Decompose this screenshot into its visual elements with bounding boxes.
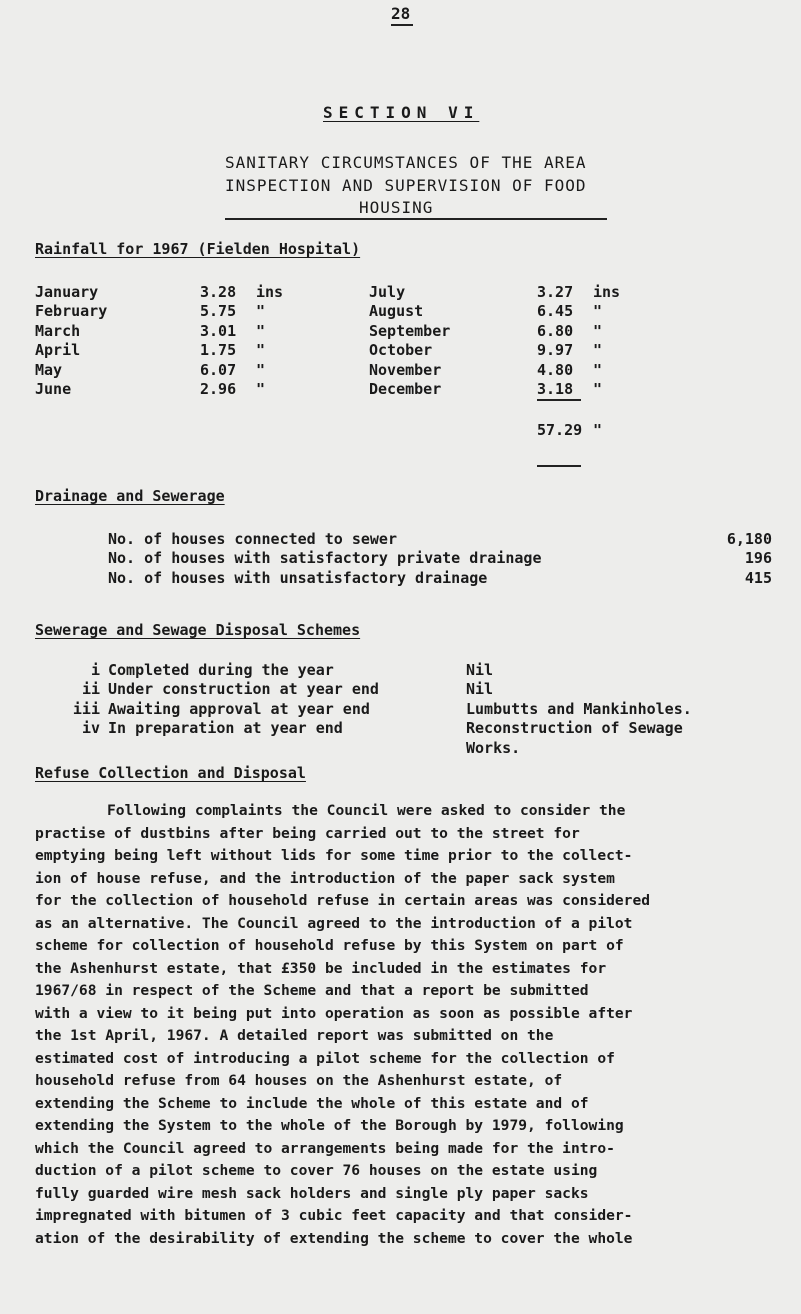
drainage-value: 196 [744,549,772,568]
rainfall-total-double-rule [537,465,581,467]
rainfall-total-value: 57.29 [537,421,583,439]
page-number-underline [391,24,413,26]
rainfall-unit: " [593,379,603,398]
rainfall-value: 2.96 [200,379,237,398]
schemes-labels [108,661,448,739]
rainfall-value: 5.75 [200,302,237,321]
rainfall-month: January [35,283,99,301]
schemes-numerals [60,661,100,739]
rainfall-value: 4.80 [537,360,574,379]
rainfall-month: December [369,379,442,398]
rainfall-left-units [256,283,296,399]
scheme-numeral: i [90,661,100,679]
paragraph-line: fully guarded wire mesh sack holders and single ply paper sacks [35,1184,589,1202]
rainfall-value: 6.07 [200,360,237,379]
rainfall-value: 9.97 [537,341,574,360]
scheme-label: Completed during the year [108,661,334,679]
paragraph-line: impregnated with bitumen of 3 cubic feet capacity and that consider- [35,1207,633,1224]
rainfall-value: 3.18 [537,379,574,398]
rainfall-unit: " [256,321,266,340]
rainfall-month: September [369,321,451,340]
rainfall-month: May [35,360,63,379]
rainfall-total-rule [537,399,581,401]
drainage-labels [108,530,668,588]
drainage-label: No. of houses with unsatisfactory drainage [108,568,488,587]
heading-line-3: HOUSING [359,198,434,217]
schemes-title: Sewerage and Sewage Disposal Schemes [35,621,361,639]
scheme-numeral: iii [72,699,100,718]
rainfall-unit: " [256,341,266,360]
rainfall-month: November [369,360,442,379]
rainfall-unit: ins [256,283,284,301]
drainage-label: No. of houses with satisfactory private drainage [108,549,542,568]
paragraph-line: the Ashenhurst estate, that £350 be included in the estimates for [35,959,607,977]
rainfall-month: April [35,341,81,360]
scheme-value: Lumbutts and Mankinholes. [466,699,692,718]
rainfall-total-unit: " [593,421,603,439]
rainfall-right-units [593,283,633,399]
section-title: SECTION VI [323,103,480,122]
rainfall-left-values [200,283,250,399]
paragraph-line: scheme for collection of household refuse by this System on part of [35,937,624,954]
paragraph-line: extending the System to the whole of the Borough by 1979, following [35,1117,624,1134]
rainfall-right-months [369,283,479,399]
scheme-label: In preparation at year end [108,719,343,738]
scheme-value: Reconstruction of Sewage [466,719,683,738]
rainfall-unit: " [256,302,266,321]
rainfall-value: 6.80 [537,321,574,340]
rainfall-month: February [35,302,108,321]
heading-line-2: INSPECTION AND SUPERVISION OF FOOD [225,176,587,195]
paragraph-line: with a view to it being put into operation as soon as possible after [35,1004,633,1022]
scheme-numeral: ii [81,680,100,699]
paragraph-line: practise of dustbins after being carried out to the street for [35,824,580,842]
scheme-value: Works. [466,738,521,757]
rainfall-month: August [369,302,424,321]
drainage-title: Drainage and Sewerage [35,487,225,505]
paragraph-line: estimated cost of introducing a pilot scheme for the collection of [35,1049,615,1067]
rainfall-unit: " [256,360,266,379]
paragraph-line: 1967/68 in respect of the Scheme and that a report be submitted [35,982,589,999]
paragraph-line: emptying being left without lids for some time prior to the collect- [35,847,633,864]
page-number: 28 [391,4,411,23]
paragraph-line: for the collection of household refuse in certain areas was considered [35,892,651,909]
scheme-label: Awaiting approval at year end [108,699,370,718]
paragraph-line: Following complaints the Council were asked to consider the [107,802,626,819]
rainfall-title: Rainfall for 1967 (Fielden Hospital) [35,240,361,258]
rainfall-left-months [35,283,145,399]
rainfall-right-values [537,283,587,399]
drainage-value: 415 [744,568,772,587]
paragraph-line: as an alternative. The Council agreed to the introduction of a pilot [35,914,633,932]
scheme-label: Under construction at year end [108,680,379,699]
rainfall-unit: " [593,321,603,340]
paragraph-line: duction of a pilot scheme to cover 76 houses on the estate using [35,1162,598,1179]
rainfall-unit: " [593,360,603,379]
heading-line-1: SANITARY CIRCUMSTANCES OF THE AREA [225,153,587,172]
rainfall-value: 3.27 [537,283,574,301]
rainfall-value: 1.75 [200,341,237,360]
drainage-label: No. of houses connected to sewer [108,530,397,548]
refuse-title: Refuse Collection and Disposal [35,764,306,782]
rainfall-unit: " [256,379,266,398]
paragraph-line: household refuse from 64 houses on the Ashenhurst estate, of [35,1072,563,1089]
rainfall-unit: " [593,341,603,360]
drainage-values [690,530,772,588]
scheme-value: Nil [466,661,494,679]
drainage-value: 6,180 [726,530,772,548]
rainfall-unit: ins [593,283,621,301]
paragraph-line: which the Council agreed to arrangements being made for the intro- [35,1139,615,1157]
rainfall-month: March [35,321,81,340]
refuse-paragraph [35,800,797,1250]
rainfall-value: 6.45 [537,302,574,321]
schemes-values [466,661,786,758]
scheme-value: Nil [466,680,494,699]
rainfall-value: 3.28 [200,283,237,301]
rainfall-unit: " [593,302,603,321]
rainfall-month: June [35,379,72,398]
heading-underline [225,218,607,220]
rainfall-month: July [369,283,406,301]
paragraph-line: extending the Scheme to include the whole of this estate and of [35,1094,589,1112]
paragraph-line: ion of house refuse, and the introduction of the paper sack system [35,869,615,887]
paragraph-line: the 1st April, 1967. A detailed report was submitted on the [35,1027,554,1044]
paragraph-line: ation of the desirability of extending the scheme to cover the whole [35,1229,633,1247]
rainfall-month: October [369,341,433,360]
scheme-numeral: iv [81,719,100,738]
rainfall-value: 3.01 [200,321,237,340]
